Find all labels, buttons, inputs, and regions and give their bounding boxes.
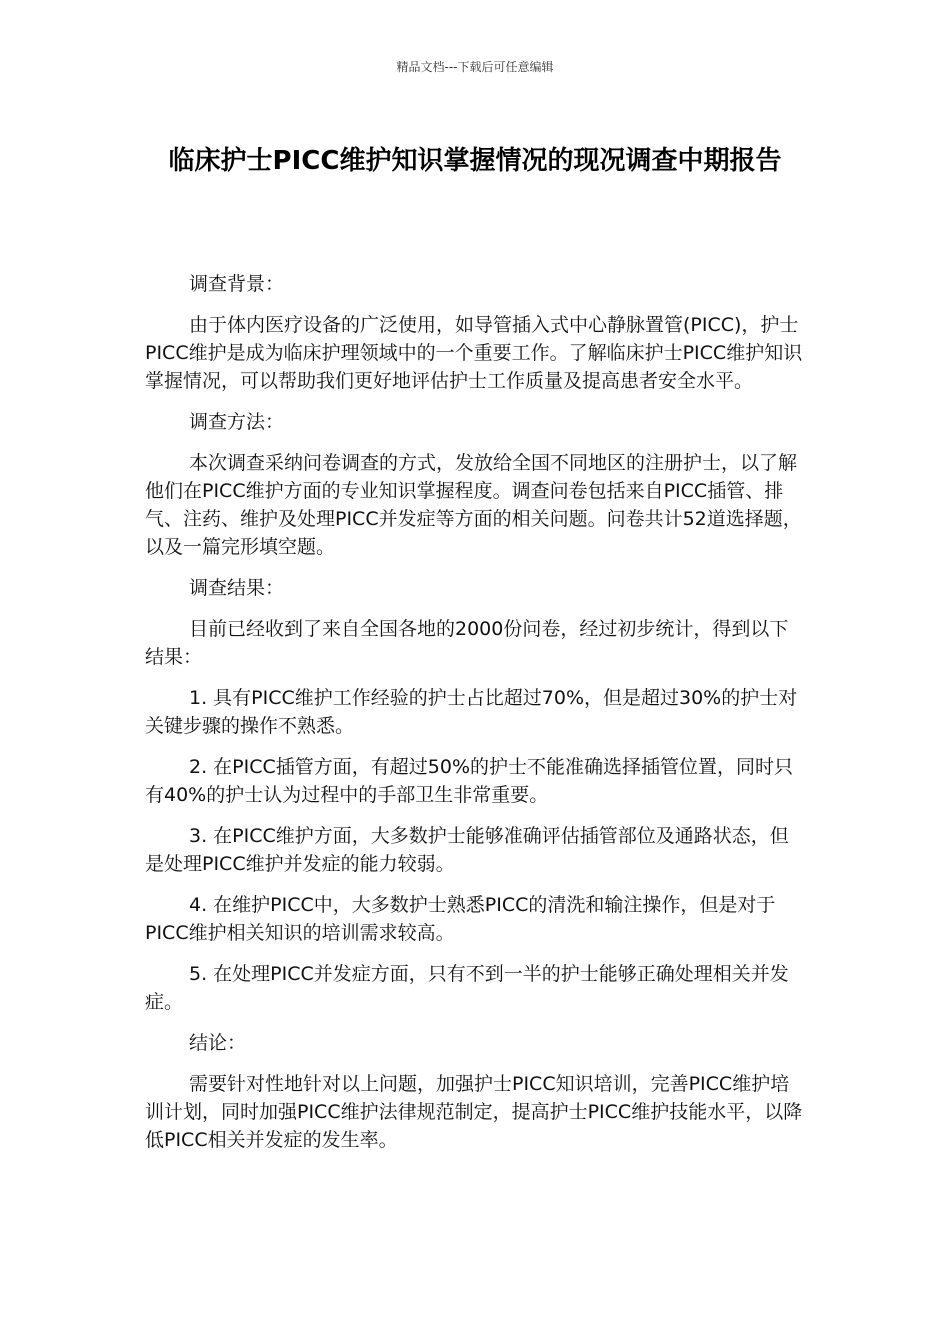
result-item-1: 1. 具有PICC维护工作经验的护士占比超过70%，但是超过30%的护士对关键步骤的操作不熟悉。 — [145, 687, 798, 737]
method-paragraph: 本次调查采纳问卷调查的方式，发放给全国不同地区的注册护士，以了解他们在PICC维护方面的专业知识掌握程度。调查问卷包括来自PICC插管、排气、注药、维护及处理PICC并发症等方面的相关问题。问卷共计52道选择题，以及一篇完形填空题。 — [145, 452, 802, 558]
section-heading-method: 调查方法： — [189, 411, 285, 433]
document-body — [145, 270, 805, 1167]
document-title: 临床护士PICC维护知识掌握情况的现况调查中期报告 — [168, 146, 782, 176]
result-item-4: 4. 在维护PICC中，大多数护士熟悉PICC的清洗和输注操作，但是对于PICC维护相关知识的培训需求较高。 — [145, 894, 776, 944]
results-intro-paragraph: 目前已经收到了来自全国各地的2000份问卷，经过初步统计，得到以下结果： — [145, 618, 789, 668]
background-paragraph: 由于体内医疗设备的广泛使用，如导管插入式中心静脉置管(PICC)，护士PICC维护是成为临床护理领域中的一个重要工作。了解临床护士PICC维护知识掌握情况，可以帮助我们更好地评估护士工作质量及提高患者安全水平。 — [145, 314, 803, 392]
section-heading-conclusion: 结论： — [189, 1032, 247, 1054]
section-heading-results: 调查结果： — [189, 577, 285, 599]
result-item-3: 3. 在PICC维护方面，大多数护士能够准确评估插管部位及通路状态，但是处理PICC维护并发症的能力较弱。 — [145, 825, 789, 875]
result-item-5: 5. 在处理PICC并发症方面，只有不到一半的护士能够正确处理相关并发症。 — [145, 963, 789, 1013]
result-item-2: 2. 在PICC插管方面，有超过50%的护士不能准确选择插管位置，同时只有40%的护士认为过程中的手部卫生非常重要。 — [145, 756, 793, 806]
header-note: 精品文档---下载后可任意编辑 — [396, 60, 554, 74]
section-heading-background: 调查背景： — [189, 273, 285, 295]
conclusion-paragraph: 需要针对性地针对以上问题，加强护士PICC知识培训，完善PICC维护培训计划，同时加强PICC维护法律规范制定，提高护士PICC维护技能水平，以降低PICC相关并发症的发生率。 — [145, 1073, 803, 1151]
